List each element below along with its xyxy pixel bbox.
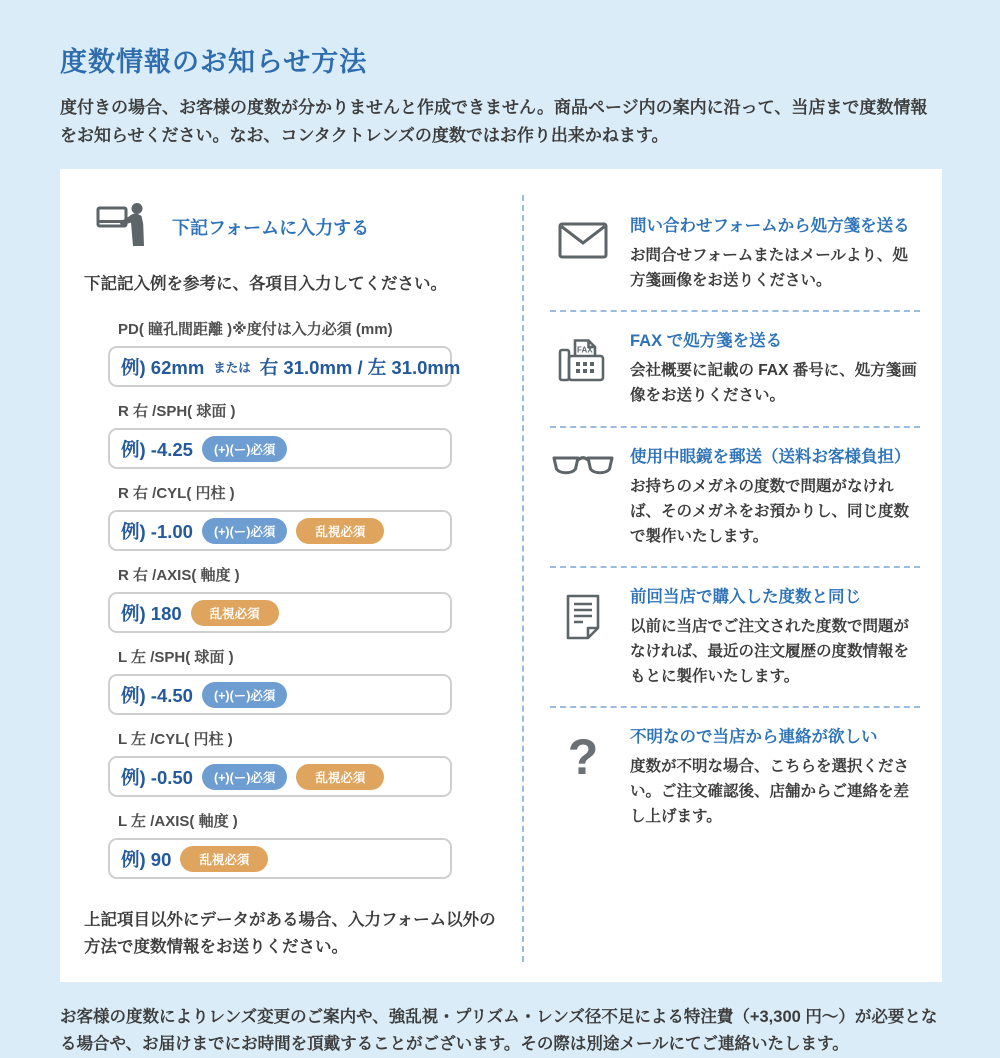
- field-example: 例) -4.25: [121, 438, 193, 460]
- form-field: [108, 400, 452, 469]
- methods-column: [522, 195, 924, 961]
- badge-plus_minus: (+)(ー)必須: [202, 764, 287, 790]
- person-at-computer-icon: [96, 201, 150, 252]
- form-field: [108, 318, 461, 387]
- method-title: 使用中眼鏡を郵送（送料お客様負担）: [630, 447, 911, 466]
- badge-astigmatism: 乱視必須: [296, 518, 384, 544]
- fax-icon: [557, 337, 609, 390]
- field-example: 例) -4.50: [121, 684, 193, 706]
- method-description: お持ちのメガネの度数で問題がなければ、そのメガネをお預かりし、同じ度数で製作いたします。: [630, 477, 910, 545]
- field-example-box: [108, 838, 452, 879]
- field-example-box: [108, 756, 452, 797]
- badge-astigmatism: 乱視必須: [296, 764, 384, 790]
- field-label: R 右 /AXIS( 軸度 ): [118, 567, 240, 585]
- question-icon: [565, 733, 601, 790]
- field-example-box: [108, 510, 452, 551]
- form-fields: [108, 318, 461, 879]
- form-field: [108, 810, 452, 879]
- field-example-box: [108, 428, 452, 469]
- field-example-box: [108, 674, 452, 715]
- info-card: [60, 169, 942, 981]
- field-example: 例) -0.50: [121, 766, 193, 788]
- method-item: [550, 566, 920, 706]
- form-note: 上記項目以外にデータがある場合、入力フォーム以外の方法で度数情報をお送りください。: [84, 911, 496, 957]
- glasses-icon: [551, 453, 615, 484]
- field-example-box: [108, 346, 461, 387]
- field-label: PD( 瞳孔間距離 )※度付は入力必須 (mm): [118, 321, 393, 339]
- document-icon: [562, 593, 604, 646]
- method-item: [550, 706, 920, 846]
- method-item: [550, 197, 920, 310]
- field-example: 例) 180: [121, 602, 182, 624]
- method-title: 問い合わせフォームから処方箋を送る: [630, 217, 910, 236]
- form-field: [108, 728, 452, 797]
- method-title: 前回当店で購入した度数と同じ: [630, 587, 861, 606]
- field-label: L 左 /CYL( 円柱 ): [118, 731, 233, 749]
- form-section-title: 下記フォームに入力する: [172, 217, 370, 238]
- method-title: 不明なので当店から連絡が欲しい: [630, 728, 878, 747]
- method-description: 会社概要に記載の FAX 番号に、処方箋画像をお送りください。: [630, 362, 917, 405]
- svg-text:FAX: FAX: [577, 345, 593, 355]
- footer-note: お客様の度数によりレンズ変更のご案内や、強乱視・プリズム・レンズ径不足による特注費（+3,300 円〜）が必要となる場合や、お届けまでにお時間を頂戴することがございます。その際は別途メールにてご連絡いたします。: [60, 1007, 938, 1053]
- svg-text:?: ?: [567, 733, 599, 786]
- field-label: L 左 /SPH( 球面 ): [118, 649, 234, 667]
- field-example-rest: 右 31.0mm / 左 31.0mm: [259, 356, 461, 378]
- method-title: FAX で処方箋を送る: [630, 332, 783, 351]
- badge-astigmatism: 乱視必須: [180, 846, 268, 872]
- intro-text: 度付きの場合、お客様の度数が分かりませんと作成できません。商品ページ内の案内に沿って、当店まで度数情報をお知らせください。なお、コンタクトレンズの度数ではお作り出来かねます。: [60, 98, 928, 145]
- field-badges: [202, 518, 384, 544]
- page-title: 度数情報のお知らせ方法: [60, 47, 368, 77]
- method-description: 度数が不明な場合、こちらを選択ください。ご注文確認後、店舗からご連絡を差し上げます。: [630, 758, 910, 826]
- field-example: 例) -1.00: [121, 520, 193, 542]
- method-description: お問合せフォームまたはメールより、処方箋画像をお送りください。: [630, 247, 908, 290]
- field-label: R 右 /CYL( 円柱 ): [118, 485, 235, 503]
- form-field: [108, 646, 452, 715]
- method-item: [550, 310, 920, 425]
- field-example-small: または: [213, 360, 251, 375]
- badge-plus_minus: (+)(ー)必須: [202, 436, 287, 462]
- form-subtitle: 下記記入例を参考に、各項目入力してください。: [84, 275, 447, 294]
- badge-plus_minus: (+)(ー)必須: [202, 682, 287, 708]
- form-field: [108, 482, 452, 551]
- form-column: [84, 195, 516, 961]
- method-description: 以前に当店でご注文された度数で問題がなければ、最近の注文履歴の度数情報をもとに製作いたします。: [630, 617, 910, 686]
- field-example-box: [108, 592, 452, 633]
- badge-astigmatism: 乱視必須: [191, 600, 279, 626]
- field-badges: [191, 600, 279, 626]
- field-badges: [202, 436, 287, 462]
- field-label: R 右 /SPH( 球面 ): [118, 403, 236, 421]
- field-label: L 左 /AXIS( 軸度 ): [118, 813, 238, 831]
- field-badges: [202, 682, 287, 708]
- method-item: [550, 426, 920, 566]
- field-example: 例) 62mm: [121, 356, 205, 378]
- field-example: 例) 90: [121, 848, 172, 870]
- badge-plus_minus: (+)(ー)必須: [202, 518, 287, 544]
- field-badges: [180, 846, 268, 872]
- field-badges: [202, 764, 384, 790]
- envelope-icon: [558, 222, 608, 264]
- form-field: [108, 564, 452, 633]
- form-header: [96, 201, 516, 252]
